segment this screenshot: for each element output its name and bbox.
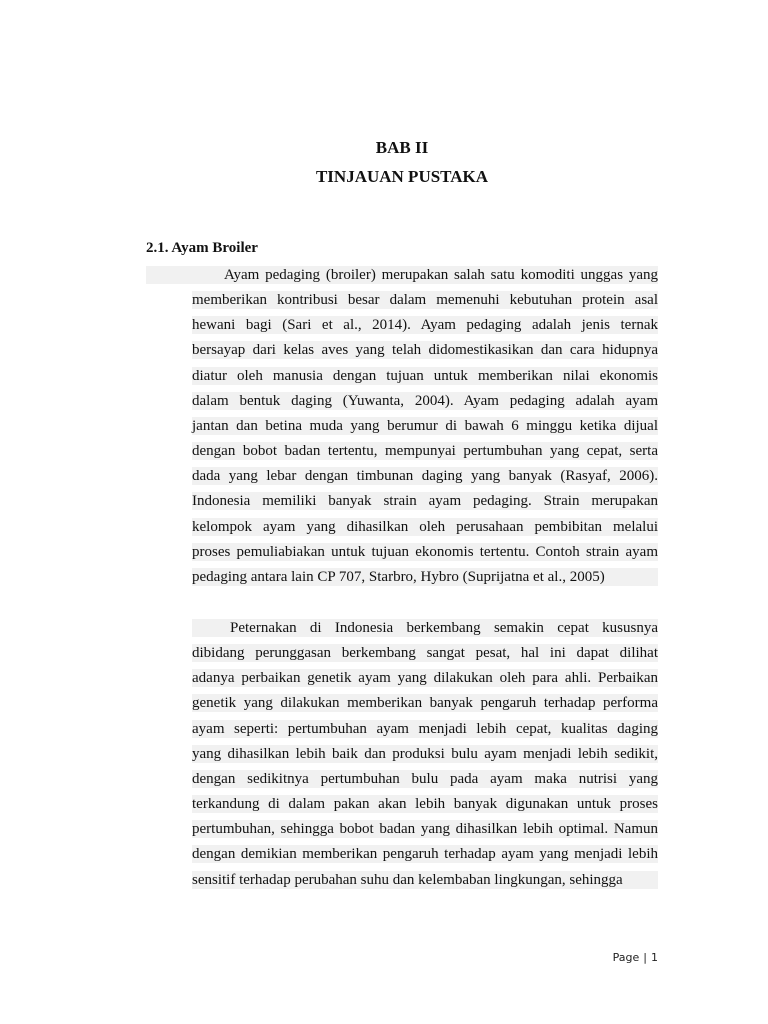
paragraph-line: yang dihasilkan lebih baik dan produksi bulu ayam menjadi lebih sedikit,: [192, 745, 658, 762]
paragraph-line: jantan dan betina muda yang berumur di bawah 6 minggu ketika dijual: [192, 417, 658, 434]
paragraph-line: adanya perbaikan genetik ayam yang dilakukan oleh para ahli. Perbaikan: [192, 670, 658, 687]
paragraph-line: dalam bentuk daging (Yuwanta, 2004). Ayam pedaging adalah ayam: [192, 392, 658, 409]
paragraph-line: pertumbuhan, sehingga bobot badan yang dihasilkan lebih optimal. Namun: [192, 821, 658, 838]
section-heading: 2.1. Ayam Broiler: [146, 240, 258, 256]
page-label: Page: [612, 951, 640, 964]
paragraph-line: kelompok ayam yang dihasilkan oleh perusahaan pembibitan melalui: [192, 518, 658, 535]
paragraph-line: hewani bagi (Sari et al., 2014). Ayam pedaging adalah jenis ternak: [192, 317, 658, 334]
paragraph-line: dengan sedikitnya pertumbuhan bulu pada ayam maka nutrisi yang: [192, 770, 658, 787]
page-footer: [613, 951, 658, 964]
chapter-label: BAB II: [375, 138, 429, 157]
paragraph-line: genetik yang dilakukan memberikan banyak pengaruh terhadap performa: [192, 695, 658, 712]
paragraph-line: bersayap dari kelas aves yang telah didomestikasikan dan cara hidupnya: [192, 342, 658, 359]
paragraph-line: dibidang perunggasan berkembang sangat pesat, hal ini dapat dilihat: [192, 645, 658, 662]
paragraph-line: dada yang lebar dengan timbunan daging yang banyak (Rasyaf, 2006).: [192, 468, 658, 485]
paragraph-line: diatur oleh manusia dengan tujuan untuk memberikan nilai ekonomis: [192, 367, 658, 384]
paragraph-line: Ayam pedaging (broiler) merupakan salah satu komoditi unggas yang: [146, 266, 658, 284]
paragraph-line: Peternakan di Indonesia berkembang semakin cepat kususnya: [192, 619, 658, 637]
paragraph-line: pedaging antara lain CP 707, Starbro, Hybro (Suprijatna et al., 2005): [192, 568, 658, 586]
paragraph-line: sensitif terhadap perubahan suhu dan kelembaban lingkungan, sehingga: [192, 871, 658, 889]
paragraph-line: dengan demikian memberikan pengaruh terhadap ayam yang menjadi lebih: [192, 846, 658, 863]
paragraph-line: Indonesia memiliki banyak strain ayam pedaging. Strain merupakan: [192, 493, 658, 510]
page-number: 1: [651, 951, 658, 964]
chapter-title: TINJAUAN PUSTAKA: [315, 167, 489, 186]
page-separator: |: [643, 951, 647, 964]
paragraph-line: terkandung di dalam pakan akan lebih banyak digunakan untuk proses: [192, 796, 658, 813]
paragraph-line: dengan bobot badan tertentu, mempunyai pertumbuhan yang cepat, serta: [192, 443, 658, 460]
paragraph-line: proses pemuliabiakan untuk tujuan ekonomis tertentu. Contoh strain ayam: [192, 543, 658, 560]
paragraph-line: ayam seperti: pertumbuhan ayam menjadi lebih cepat, kualitas daging: [192, 720, 658, 737]
paragraph-line: memberikan kontribusi besar dalam memenuhi kebutuhan protein asal: [192, 292, 658, 309]
